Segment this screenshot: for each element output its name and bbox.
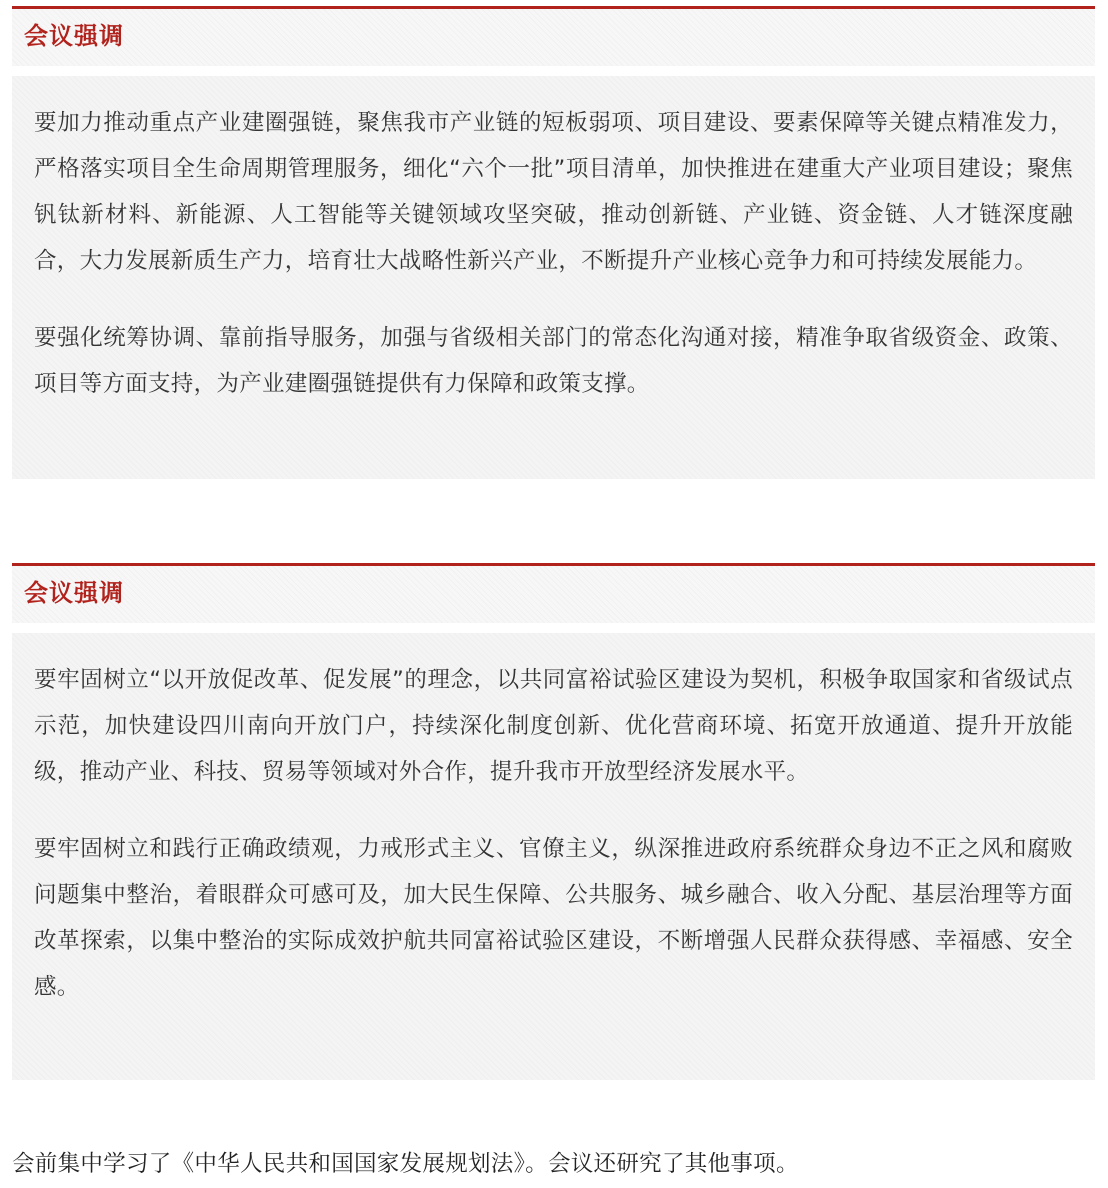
section-body [12, 76, 1095, 479]
section-title: 会议强调 [24, 579, 124, 607]
section-body [12, 633, 1095, 1080]
emphasis-section-2 [12, 563, 1095, 1080]
section-header [12, 563, 1095, 623]
section-header [12, 6, 1095, 66]
section-title: 会议强调 [24, 22, 124, 50]
footer-note: 会前集中学习了《中华人民共和国国家发展规划法》。会议还研究了其他事项。 [12, 1151, 799, 1177]
section-paragraph: 要强化统筹协调、靠前指导服务，加强与省级相关部门的常态化沟通对接，精准争取省级资金、政策、项目等方面支持，为产业建圈强链提供有力保障和政策支撑。 [34, 325, 1073, 397]
section-paragraph: 要加力推动重点产业建圈强链，聚焦我市产业链的短板弱项、项目建设、要素保障等关键点精准发力，严格落实项目全生命周期管理服务，细化“六个一批”项目清单，加快推进在建重大产业项目建设；聚焦钒钛新材料、新能源、人工智能等关键领域攻坚突破，推动创新链、产业链、资金链、人才链深度融合，大力发展新质生产力，培育壮大战略性新兴产业，不断提升产业核心竞争力和可持续发展能力。 [34, 110, 1073, 274]
emphasis-section-1 [12, 6, 1095, 479]
section-paragraph: 要牢固树立“以开放促改革、促发展”的理念，以共同富裕试验区建设为契机，积极争取国家和省级试点示范，加快建设四川南向开放门户，持续深化制度创新、优化营商环境、拓宽开放通道、提升开放能级，推动产业、科技、贸易等领域对外合作，提升我市开放型经济发展水平。 [34, 667, 1073, 785]
section-paragraph: 要牢固树立和践行正确政绩观，力戒形式主义、官僚主义，纵深推进政府系统群众身边不正之风和腐败问题集中整治，着眼群众可感可及，加大民生保障、公共服务、城乡融合、收入分配、基层治理等方面改革探索，以集中整治的实际成效护航共同富裕试验区建设，不断增强人民群众获得感、幸福感、安全感。 [34, 836, 1073, 1000]
